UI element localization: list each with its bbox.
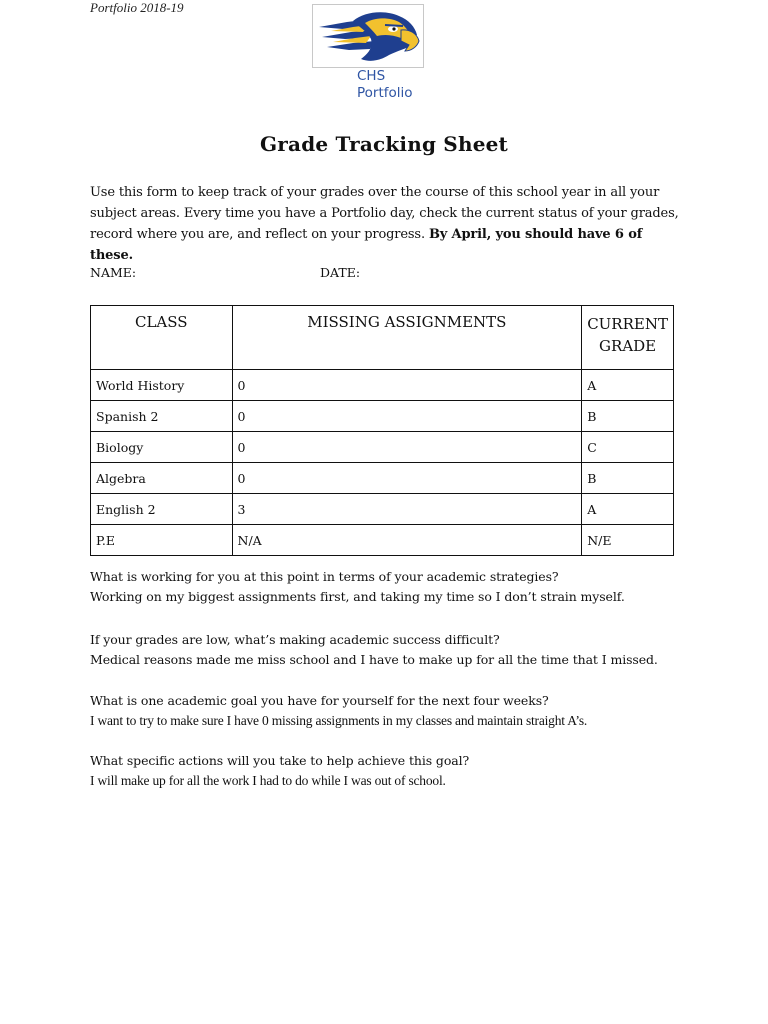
reflection-block-1: [90, 567, 690, 607]
header-current-grade-line1: CURRENT: [587, 315, 668, 333]
reflection-block-2: [90, 630, 690, 670]
class-cell: Spanish 2: [91, 401, 233, 432]
grade-cell: B: [582, 401, 674, 432]
missing-cell: 0: [232, 463, 582, 494]
grade-cell: N/E: [582, 525, 674, 556]
portfolio-year-note: Portfolio 2018-19: [90, 0, 184, 15]
missing-cell: 0: [232, 432, 582, 463]
logo-caption: [357, 68, 413, 102]
class-cell: Biology: [91, 432, 233, 463]
intro-bold-note: By April, you should have 6 of these.: [90, 227, 643, 263]
intro-text: Use this form to keep track of your grades over the course of this school year in all your subject areas. Every time you have a Portfolio day, check the current status of your grades, record where you are, and reflect on your progress.: [90, 185, 679, 242]
reflection-block-3: [90, 691, 690, 731]
missing-cell: 0: [232, 370, 582, 401]
reflection-answer: Medical reasons made me miss school and I have to make up for all the time that I missed.: [90, 652, 658, 667]
grades-table: [90, 305, 674, 556]
header-missing-assignments: MISSING ASSIGNMENTS: [232, 306, 582, 370]
table-row: [91, 432, 674, 463]
class-cell: P.E: [91, 525, 233, 556]
reflection-answer: I want to try to make sure I have 0 missing assignments in my classes and maintain straight A’s.: [90, 713, 588, 728]
missing-cell: 3: [232, 494, 582, 525]
table-row: [91, 525, 674, 556]
class-cell: World History: [91, 370, 233, 401]
class-cell: Algebra: [91, 463, 233, 494]
missing-cell: N/A: [232, 525, 582, 556]
reflection-question: What specific actions will you take to help achieve this goal?: [90, 753, 470, 768]
logo-caption-line1: CHS: [357, 68, 386, 84]
school-logo: [312, 4, 424, 68]
reflection-question: What is working for you at this point in terms of your academic strategies?: [90, 569, 559, 584]
grade-cell: A: [582, 370, 674, 401]
missing-cell: 0: [232, 401, 582, 432]
reflection-block-4: [90, 751, 690, 791]
grade-cell: B: [582, 463, 674, 494]
header-current-grade: [582, 306, 674, 370]
header-class: CLASS: [91, 306, 233, 370]
reflection-answer: Working on my biggest assignments first, and taking my time so I don’t strain myself.: [90, 589, 625, 604]
date-field-label: DATE:: [320, 265, 361, 280]
logo-caption-line2: Portfolio: [357, 85, 413, 101]
reflection-question: If your grades are low, what’s making academic success difficult?: [90, 632, 500, 647]
table-row: [91, 463, 674, 494]
header-current-grade-line2: GRADE: [599, 337, 657, 355]
name-field-label: NAME:: [90, 265, 137, 280]
page-title: Grade Tracking Sheet: [260, 132, 508, 156]
class-cell: English 2: [91, 494, 233, 525]
reflection-answer: I will make up for all the work I had to do while I was out of school.: [90, 773, 446, 788]
table-row: [91, 401, 674, 432]
grade-cell: A: [582, 494, 674, 525]
table-row: [91, 494, 674, 525]
table-header-row: [91, 306, 674, 370]
reflection-question: What is one academic goal you have for yourself for the next four weeks?: [90, 693, 549, 708]
intro-paragraph: [90, 182, 680, 266]
table-row: [91, 370, 674, 401]
grade-cell: C: [582, 432, 674, 463]
eagle-head-icon: [313, 5, 423, 67]
